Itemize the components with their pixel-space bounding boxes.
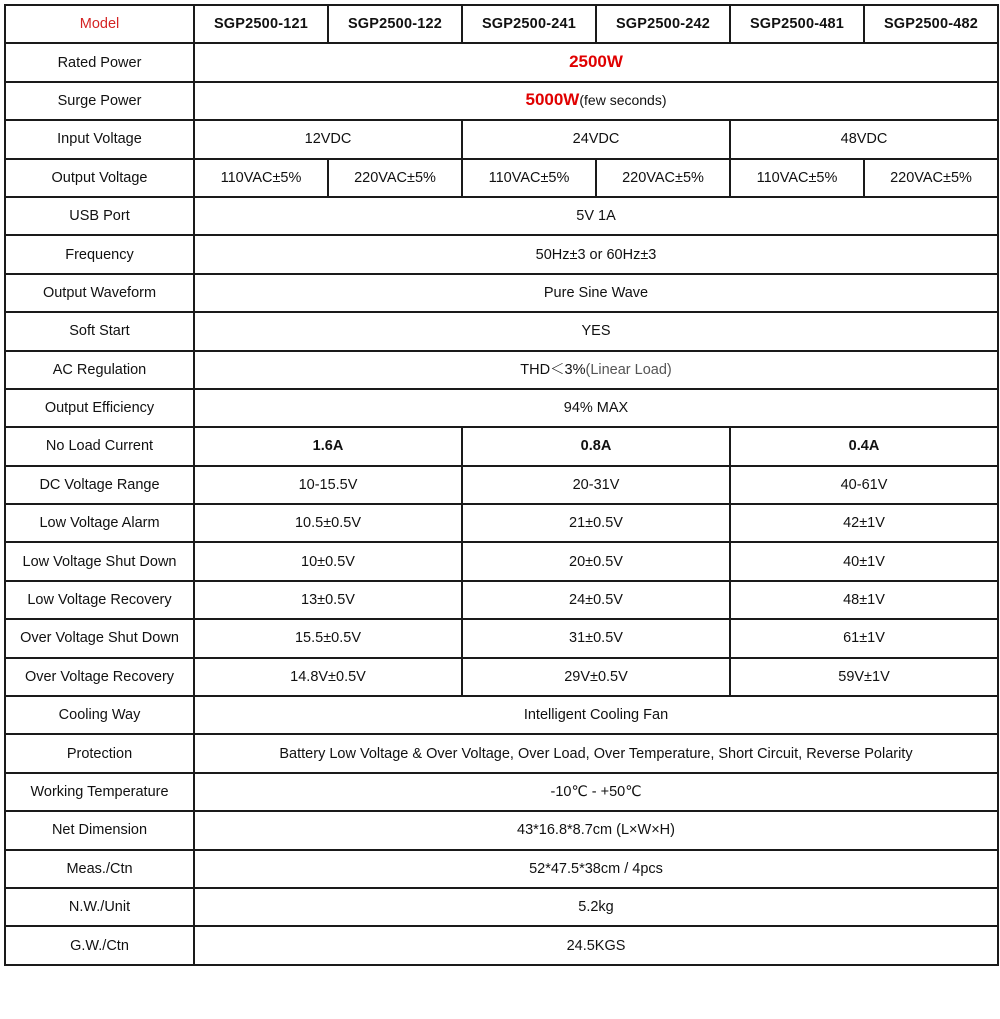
row-label: Soft Start: [5, 312, 194, 350]
row-label: Output Waveform: [5, 274, 194, 312]
input-voltage-48v: 48VDC: [730, 120, 998, 158]
row-rated-power: [5, 43, 998, 81]
row-label: Surge Power: [5, 82, 194, 120]
row-label: Output Voltage: [5, 159, 194, 197]
table-cell: 29V±0.5V: [462, 658, 730, 696]
row-label: Low Voltage Alarm: [5, 504, 194, 542]
table-cell: -10℃ - +50℃: [194, 773, 998, 811]
row-dc-voltage-range: [5, 466, 998, 504]
table-cell: 10±0.5V: [194, 542, 462, 580]
input-voltage-24v: 24VDC: [462, 120, 730, 158]
ac-regulation-value: [194, 351, 998, 389]
spec-table: [4, 4, 999, 966]
table-cell: 59V±1V: [730, 658, 998, 696]
table-cell: YES: [194, 312, 998, 350]
rated-power-value: [194, 43, 998, 81]
table-cell: Battery Low Voltage & Over Voltage, Over Load, Over Temperature, Short Circuit, Reverse Polarity: [194, 734, 998, 772]
table-cell: 94% MAX: [194, 389, 998, 427]
row-cooling-way: [5, 696, 998, 734]
header-row: [5, 5, 998, 43]
row-protection: [5, 734, 998, 772]
row-low-voltage-shut-down: [5, 542, 998, 580]
rated-power-text: 2500W: [569, 52, 623, 72]
row-over-voltage-recovery: [5, 658, 998, 696]
row-label: Low Voltage Shut Down: [5, 542, 194, 580]
surge-power-value: [194, 82, 998, 120]
table-cell: 14.8V±0.5V: [194, 658, 462, 696]
model-sgp2500-242: SGP2500-242: [596, 5, 730, 43]
row-output-waveform: [5, 274, 998, 312]
row-gw-ctn: [5, 926, 998, 964]
table-cell: 31±0.5V: [462, 619, 730, 657]
ac-regulation-main: THD＜3%: [520, 361, 586, 378]
row-label: AC Regulation: [5, 351, 194, 389]
surge-power-note: (few seconds): [579, 92, 667, 109]
table-cell: 5.2kg: [194, 888, 998, 926]
surge-power-text: 5000W: [525, 90, 580, 110]
table-cell: 40±1V: [730, 542, 998, 580]
row-working-temperature: [5, 773, 998, 811]
model-sgp2500-482: SGP2500-482: [864, 5, 998, 43]
row-label: Input Voltage: [5, 120, 194, 158]
row-low-voltage-recovery: [5, 581, 998, 619]
table-cell: 110VAC±5%: [462, 159, 596, 197]
row-no-load-current: [5, 427, 998, 465]
row-output-efficiency: [5, 389, 998, 427]
table-cell: Intelligent Cooling Fan: [194, 696, 998, 734]
table-cell: 0.8A: [462, 427, 730, 465]
row-label: Rated Power: [5, 43, 194, 81]
table-cell: 15.5±0.5V: [194, 619, 462, 657]
model-sgp2500-481: SGP2500-481: [730, 5, 864, 43]
table-cell: 10.5±0.5V: [194, 504, 462, 542]
row-label: Meas./Ctn: [5, 850, 194, 888]
table-cell: 40-61V: [730, 466, 998, 504]
row-label: DC Voltage Range: [5, 466, 194, 504]
table-cell: 21±0.5V: [462, 504, 730, 542]
table-cell: 13±0.5V: [194, 581, 462, 619]
row-over-voltage-shut-down: [5, 619, 998, 657]
row-label: Over Voltage Recovery: [5, 658, 194, 696]
table-cell: 0.4A: [730, 427, 998, 465]
row-label: Low Voltage Recovery: [5, 581, 194, 619]
row-label: N.W./Unit: [5, 888, 194, 926]
input-voltage-12v: 12VDC: [194, 120, 462, 158]
row-soft-start: [5, 312, 998, 350]
row-surge-power: [5, 82, 998, 120]
row-label: Over Voltage Shut Down: [5, 619, 194, 657]
table-cell: Pure Sine Wave: [194, 274, 998, 312]
table-cell: 52*47.5*38cm / 4pcs: [194, 850, 998, 888]
model-sgp2500-241: SGP2500-241: [462, 5, 596, 43]
table-cell: 220VAC±5%: [864, 159, 998, 197]
model-sgp2500-121: SGP2500-121: [194, 5, 328, 43]
row-low-voltage-alarm: [5, 504, 998, 542]
row-label: Protection: [5, 734, 194, 772]
table-cell: 24±0.5V: [462, 581, 730, 619]
table-cell: 220VAC±5%: [596, 159, 730, 197]
row-label: Frequency: [5, 235, 194, 273]
row-meas-ctn: [5, 850, 998, 888]
row-label: USB Port: [5, 197, 194, 235]
table-cell: 50Hz±3 or 60Hz±3: [194, 235, 998, 273]
row-label: G.W./Ctn: [5, 926, 194, 964]
row-output-voltage: [5, 159, 998, 197]
table-cell: 10-15.5V: [194, 466, 462, 504]
table-cell: 110VAC±5%: [730, 159, 864, 197]
row-label: No Load Current: [5, 427, 194, 465]
table-cell: 20-31V: [462, 466, 730, 504]
table-cell: 42±1V: [730, 504, 998, 542]
row-label: Working Temperature: [5, 773, 194, 811]
row-label: Output Efficiency: [5, 389, 194, 427]
row-net-dimension: [5, 811, 998, 849]
table-cell: 110VAC±5%: [194, 159, 328, 197]
table-cell: 61±1V: [730, 619, 998, 657]
ac-regulation-note: (Linear Load): [585, 361, 672, 378]
table-cell: 24.5KGS: [194, 926, 998, 964]
table-cell: 5V 1A: [194, 197, 998, 235]
table-cell: 220VAC±5%: [328, 159, 462, 197]
row-usb-port: [5, 197, 998, 235]
table-cell: 48±1V: [730, 581, 998, 619]
model-label: Model: [5, 5, 194, 43]
model-sgp2500-122: SGP2500-122: [328, 5, 462, 43]
row-label: Cooling Way: [5, 696, 194, 734]
row-input-voltage: [5, 120, 998, 158]
table-cell: 1.6A: [194, 427, 462, 465]
row-nw-unit: [5, 888, 998, 926]
row-frequency: [5, 235, 998, 273]
table-cell: 43*16.8*8.7cm (L×W×H): [194, 811, 998, 849]
row-ac-regulation: [5, 351, 998, 389]
table-cell: 20±0.5V: [462, 542, 730, 580]
row-label: Net Dimension: [5, 811, 194, 849]
